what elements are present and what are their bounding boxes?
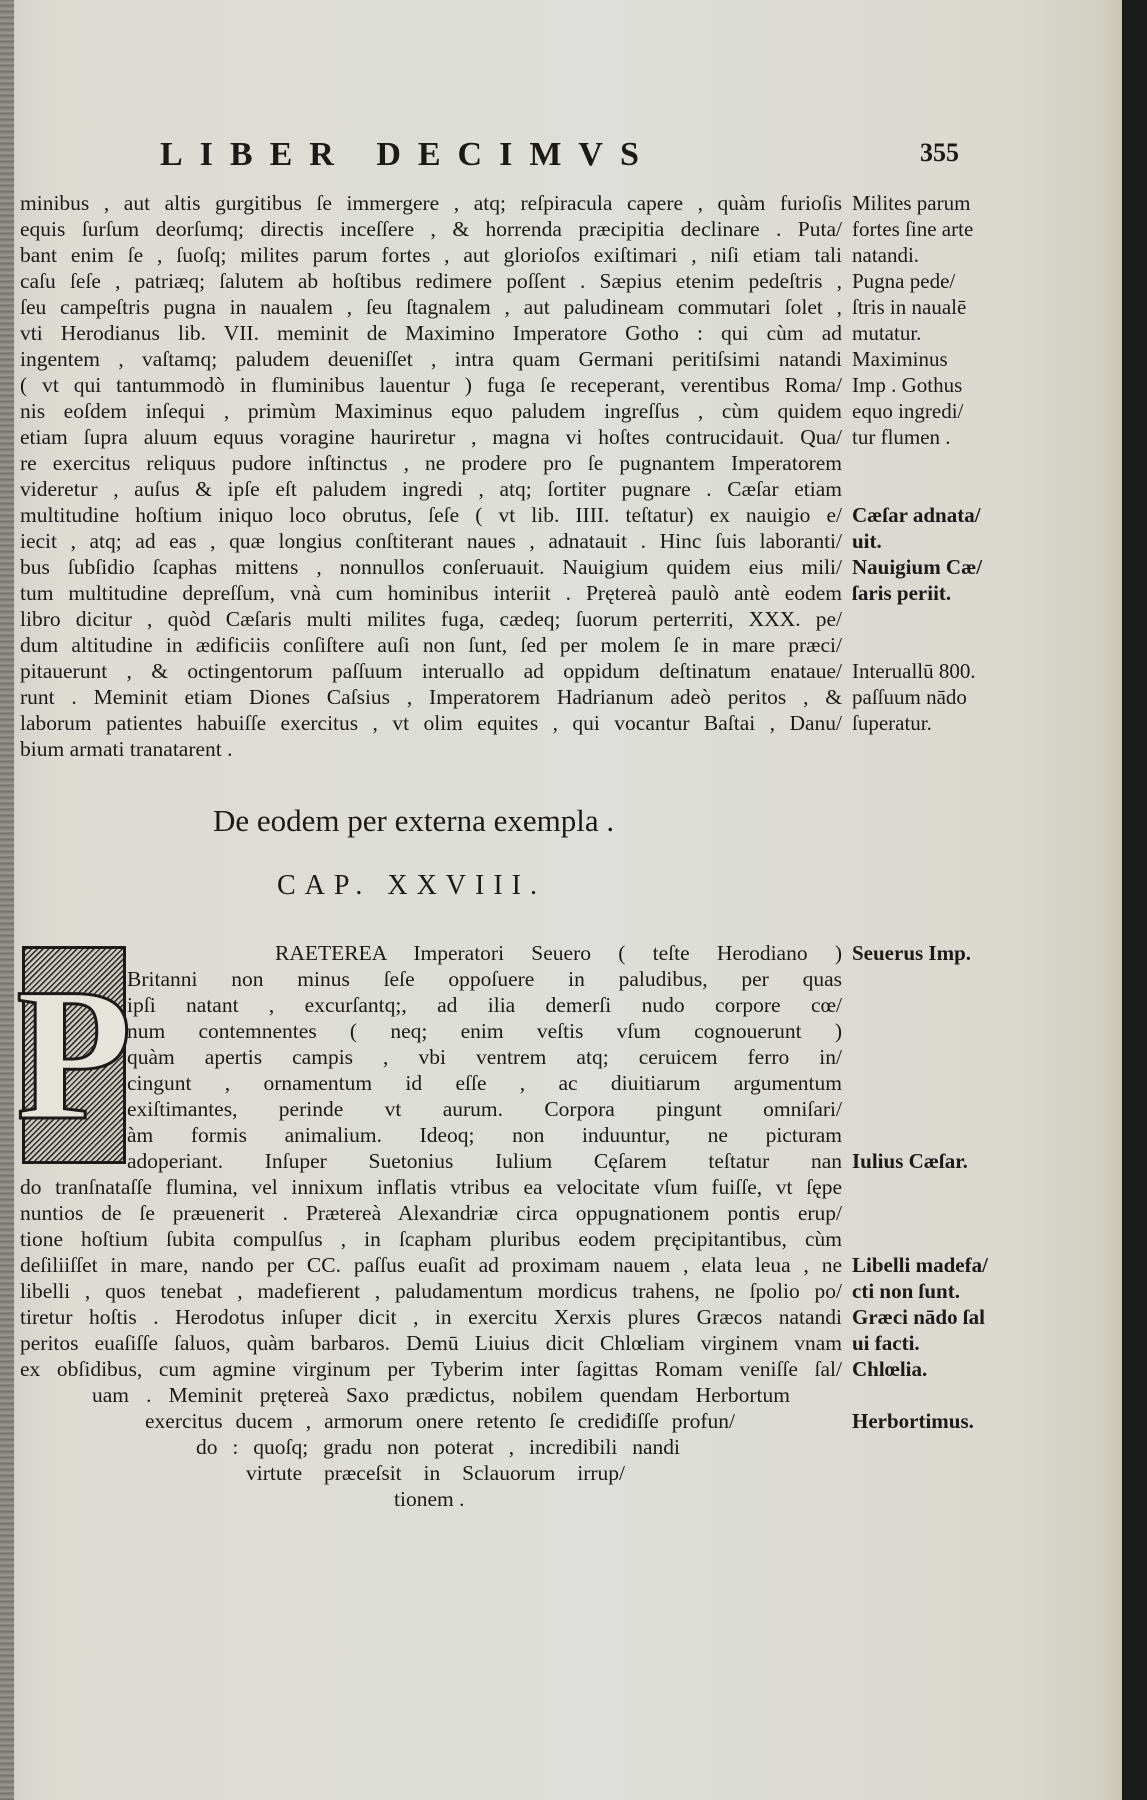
- text-line: num contemnentes ( neq; enim veſtis vſum cognouerunt ): [127, 1019, 842, 1043]
- text-line: laborum patientes habuiſſe exercitus , vt olim equites , qui vocantur Baſtai , Danu/: [20, 711, 842, 735]
- text-line: do : quoſq; gradu non poterat , incredibili nandi: [196, 1435, 680, 1459]
- margin-note: uit.: [852, 529, 882, 553]
- text-line: cingunt , ornamentum id eſſe , ac diuitiarum argumentum: [127, 1071, 842, 1095]
- margin-note: Iulius Cæſar.: [852, 1149, 968, 1173]
- drop-cap-letter: P: [15, 950, 133, 1160]
- text-line: libelli , quos tenebat , madefierent , paludamentum mordicus trahens, ne ſpolio po/: [20, 1279, 842, 1303]
- text-line: pitauerunt , & octingentorum paſſuum interuallo ad oppidum deſtinatum enataue/: [20, 659, 842, 683]
- text-line: nis eoſdem inſequi , primùm Maximinus equo paludem ingreſſus , cùm quidem: [20, 399, 842, 423]
- text-line: equis ſurſum deorſumq; directis inceſſere , & horrenda præcipitia declinare . Puta/: [20, 217, 842, 241]
- page-number: 355: [920, 138, 959, 167]
- text-line: minibus , aut altis gurgitibus ſe immergere , atq; reſpiracula capere , quàm furioſis: [20, 191, 842, 215]
- margin-note: Imp . Gothus: [852, 373, 963, 397]
- text-line: re exercitus reliquus pudore inſtinctus , ne prodere pro ſe pugnantem Imperatorem: [20, 451, 842, 475]
- margin-note: ui facti.: [852, 1331, 920, 1355]
- text-line: multitudine hoſtium iniquo loco obrutus, ſeſe ( vt lib. IIII. teſtatur) ex nauigio e/: [20, 503, 842, 527]
- margin-note: tur flumen .: [852, 425, 951, 449]
- text-line: virtute præceſsit in Sclauorum irrup/: [246, 1461, 625, 1485]
- chapter-heading: De eodem per externa exempla .: [213, 803, 615, 838]
- margin-note: ſaris periit.: [852, 581, 952, 605]
- text-line: ipſi natant , excurſantq;, ad ilia demerſi nudo corpore cœ/: [127, 993, 842, 1017]
- text-line: ingentem , vaſtamq; paludem deueniſſet , intra quam Germani peritiſsimi natandi: [20, 347, 842, 371]
- text-line: deſiliiſſet in mare, nando per CC. paſſus euaſit ad proximam nauem , elata leua , ne: [20, 1253, 842, 1277]
- margin-note: ſtris in naualē: [852, 295, 967, 319]
- text-line: quàm apertis campis , vbi ventrem atq; ceruicem ferro in/: [127, 1045, 842, 1069]
- text-line: tione hoſtium ſubita compulſus , in ſcapham pluribus eodem pręcipitantibus, cùm: [20, 1227, 842, 1251]
- text-line: bant enim ſe , ſuoſq; milites parum fortes , aut glorioſos exiſtimari , niſi etiam tali: [20, 243, 842, 267]
- text-line: tiretur hoſtis . Herodotus inſuper dicit , in exercitu Xerxis plures Græcos natandi: [20, 1305, 842, 1329]
- text-line: libro dicitur , quòd Cæſaris multi milites fuga, cædeq; ſuorum perterriti, XXX. pe/: [20, 607, 842, 631]
- text-line: videretur , auſus & ipſe eſt paludem ingredi , atq; ſortiter pugnare . Cæſar etiam: [20, 477, 842, 501]
- margin-note: Pugna pede/: [852, 269, 956, 293]
- margin-note: natandi.: [852, 243, 920, 267]
- text-line: ſeu campeſtris pugna in naualem , ſeu ſtagnalem , aut paludineam commutari ſolet ,: [20, 295, 842, 319]
- margin-note: paſſuum nādo: [852, 685, 967, 709]
- text-line: vti Herodianus lib. VII. meminit de Maximino Imperatore Gotho : qui cùm ad: [20, 321, 842, 345]
- margin-note: equo ingredi/: [852, 399, 964, 423]
- text-line: tum multitudine depreſſum, vnà cum hominibus interiit . Prętereà paulò antè eodem: [20, 581, 842, 605]
- margin-note: Libelli madefa/: [852, 1253, 988, 1277]
- margin-note: Interuallū 800.: [852, 659, 976, 683]
- text-line: caſu ſeſe , patriæq; ſalutem ab hoſtibus redimere poſſent . Sæpius etenim pedeſtris ,: [20, 269, 842, 293]
- text-line: exercitus ducem , armorum onere retento ſe crediđiſſe profun/: [145, 1409, 735, 1433]
- text-line: Britanni non minus ſeſe oppoſuere in paludibus, per quas: [127, 967, 842, 991]
- margin-note: Herbortimus.: [852, 1409, 974, 1433]
- margin-note: ſuperatur.: [852, 711, 932, 735]
- text-line: runt . Meminit etiam Diones Caſsius , Imperatorem Hadrianum adeò peritos , &: [20, 685, 842, 709]
- margin-note: Milites parum: [852, 191, 971, 215]
- text-line: do tranſnataſſe flumina, vel innixum inflatis vtribus ea velocitate vſum fuiſſe, vt ſępe: [20, 1175, 842, 1199]
- margin-note: Nauigium Cæ/: [852, 555, 983, 579]
- text-line: peritos euaſiſſe ſaluos, quàm barbaros. Demū Liuius dicit Chlœliam virginem vnam: [20, 1331, 842, 1355]
- book-spine: [0, 0, 14, 1800]
- margin-note: Seuerus Imp.: [852, 941, 972, 965]
- text-line: uam . Meminit prętereà Saxo prædictus, nobilem quendam Herbortum: [92, 1383, 790, 1407]
- margin-note: cti non ſunt.: [852, 1279, 960, 1303]
- text-line: àm formis animalium. Ideoq; non induuntur, ne picturam: [127, 1123, 842, 1147]
- text-line: iecit , atq; ad eas , quæ longius conſtiterant naues , adnatauit . Hinc ſuis laboranti/: [20, 529, 842, 553]
- text-line: dum altitudine in ædificiis conſiſtere auſi non ſunt, ſed per molem ſe in mare præci/: [20, 633, 842, 657]
- margin-note: fortes ſine arte: [852, 217, 974, 241]
- text-line: exiſtimantes, perinde vt aurum. Corpora pingunt omniſari/: [127, 1097, 842, 1121]
- margin-note: Chlœlia.: [852, 1357, 928, 1381]
- text-line: nuntios de ſe præuenerit . Prætereà Alexandriæ circa oppugnationem pontis erup/: [20, 1201, 842, 1225]
- chapter-number: CAP. XXVIII.: [277, 870, 546, 901]
- text-line: RAETEREA Imperatori Seuero ( teſte Herodiano ): [275, 941, 842, 965]
- margin-note: Græci nādo ſal: [852, 1305, 986, 1329]
- margin-note: Maximinus: [852, 347, 948, 371]
- woodcut-drop-cap: [15, 946, 133, 1164]
- text-line: bium armati tranatarent .: [20, 737, 233, 761]
- text-line: ex obſidibus, cum agmine virginum per Tyberim inter ſagittas Romam veniſſe ſal/: [20, 1357, 842, 1381]
- text-line: ( vt qui tantummodò in fluminibus lauentur ) fuga ſe receperant, verentibus Roma/: [20, 373, 842, 397]
- margin-note: Cæſar adnata/: [852, 503, 981, 527]
- text-line: bus ſubſidio ſcaphas mittens , nonnullos conſeruauit. Nauigium quidem eius mili/: [20, 555, 842, 579]
- text-line: etiam ſupra aluum equus voragine hauriretur , magna vi hoſtes contrucidauit. Qua/: [20, 425, 842, 449]
- text-line: adoperiant. Inſuper Suetonius Iulium Cęſarem teſtatur nan: [127, 1149, 842, 1173]
- text-line: tionem .: [394, 1487, 465, 1511]
- margin-note: mutatur.: [852, 321, 922, 345]
- running-title: LIBER DECIMVS: [160, 136, 656, 173]
